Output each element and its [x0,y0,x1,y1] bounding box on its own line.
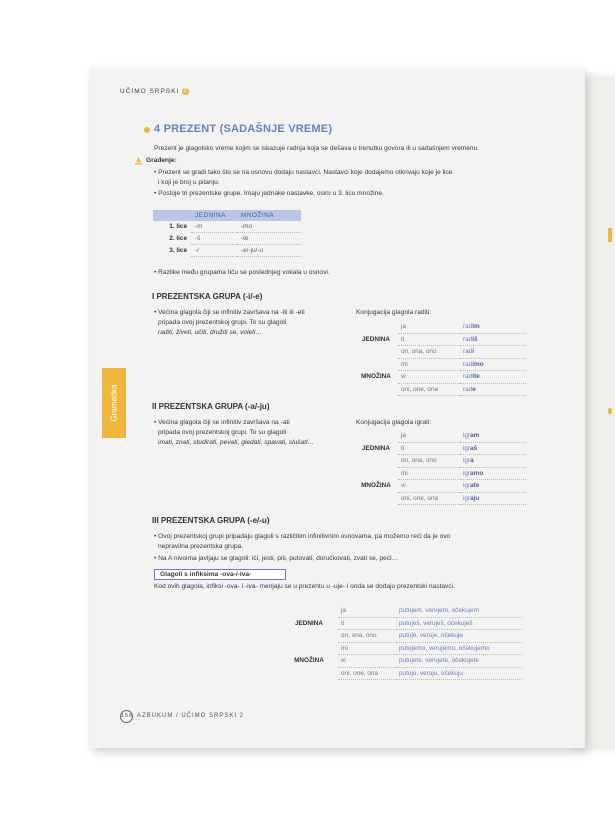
group2-title: II PREZENTSKA GRUPA (-a/-ju) [152,402,270,411]
endings-table [153,210,301,257]
group1-line: • Većina glagola čiji se infinitiv završava na -iti ili -eti [154,309,305,316]
header-label: UČIMO SRPSKI [120,88,180,96]
table-row: JEDNINA ti igraš [354,442,526,455]
table-row: 3. lice -/ -e/-ju/-u [153,245,301,257]
table-row: MNOŽINA vi putujete, verujete, očekujete [280,655,522,668]
difference-note: • Razlike među grupama tiču se poslednjeg vokala u osnovi. [154,269,330,276]
group1-line: pripada ovoj prezentskoj grupi. To su glagoli [158,319,287,326]
group1-caption: Konjugacija glagola raditi: [356,309,432,316]
footer-text: AZBUKUM / UČIMO SRPSKI 2 [137,713,245,719]
group1-title: I PREZENTSKA GRUPA (-i/-e) [152,292,263,301]
group3-line: • Ovoj prezentskoj grupi pripadaju glagoli s različitim infinitivnim osnovama, pa možemo reći da je ovo [154,533,451,540]
table-row: ja igram [354,430,526,442]
gradjenje-line: • Postoje tri prezentske grupe. Imaju jednake nastavke, osim u 3. licu množine. [154,190,384,197]
table-row: mi radimo [354,358,526,371]
group1-conjugation [354,321,526,396]
group2-caption: Konjugacija glagola igrati: [356,419,432,426]
col-header: MNOŽINA [237,210,301,221]
intro-text: Prezent je glagolsko vreme kojim se iskazuje radnja koja se dešava u trenutku govora ili u sadašnjem vremenu. [154,145,480,152]
table-row: JEDNINA ti radiš [354,333,526,346]
group3-conjugation [280,605,522,680]
table-row: ja radim [354,321,526,333]
group2-line: pripada ovoj prezentskoj grupi. To su glagoli [158,429,287,436]
running-header [120,88,189,95]
table-row: JEDNINA ti putuješ, veruješ, očekuješ [280,617,522,630]
book-page [90,68,585,748]
group1-line: raditi, živeti, učiti, družiti se, voleti… [158,329,263,336]
group3-line: nepravilna prezentska grupa. [158,543,244,550]
table-row: on, ona, ono putuje, veruje, očekuje [280,630,522,643]
group2-line: • Većina glagola čiji se infinitiv završava na -ati [154,419,290,426]
section-title: 4 PREZENT (SADAŠNJE VREME) [154,123,333,135]
table-row: on, ona, ono igra [354,455,526,468]
gradjenje-heading: Građenje: [146,157,177,164]
header-badge: 2 [183,88,188,94]
table-row: oni, one, ona putuju, veruju, očekuju [280,667,522,680]
infix-rule: Kod ovih glagola, infiksi -ova- i -iva- menjaju se u prezentu u -uje- i onda se dodaju prezentski nastavci. [154,583,455,590]
table-row: MNOŽINA vi radite [354,371,526,384]
section-bullet [144,127,150,133]
page-footer [120,710,244,723]
table-row: MNOŽINA vi igrate [354,480,526,493]
group2-conjugation [354,430,526,505]
infix-box: Glagoli s infiksima -ova-/-iva- [154,569,286,580]
next-page-marker [608,228,612,242]
table-row: oni, one, ona rade [354,383,526,396]
table-row: 2. lice -š -te [153,233,301,245]
lamp-icon [134,156,143,165]
gradjenje-line: • Prezent se gradi tako što se na osnovu dodaju nastavci. Nastavci koje dodajemo otkrivaju koje je lice [154,169,453,176]
col-header: JEDNINA [191,210,237,221]
group2-line: imati, znati, studirati, pevati, gledati, spavati, slušati… [158,439,315,446]
table-row: 1. lice -m -mo [153,221,301,233]
table-row: on, ona, ono radi [354,346,526,359]
group3-line: • Na A nivoima javljaju se glagoli: ići, jesti, piti, putovati, doručkovati, zvati se, peći… [154,555,399,562]
next-page-marker [608,408,612,414]
gradjenje-line: i koji je broj u pitanju. [158,179,220,186]
group3-title: III PREZENTSKA GRUPA (-e/-u) [152,516,270,525]
table-row: oni, one, ona igraju [354,492,526,505]
table-row: mi putujemo, verujemo, očekujemo [280,642,522,655]
page-number: 158 [120,710,133,723]
table-row: ja putujem, verujem, očekujem [280,605,522,617]
side-tab-gramatika: Gramatika [102,368,126,438]
table-row: mi igramo [354,467,526,480]
